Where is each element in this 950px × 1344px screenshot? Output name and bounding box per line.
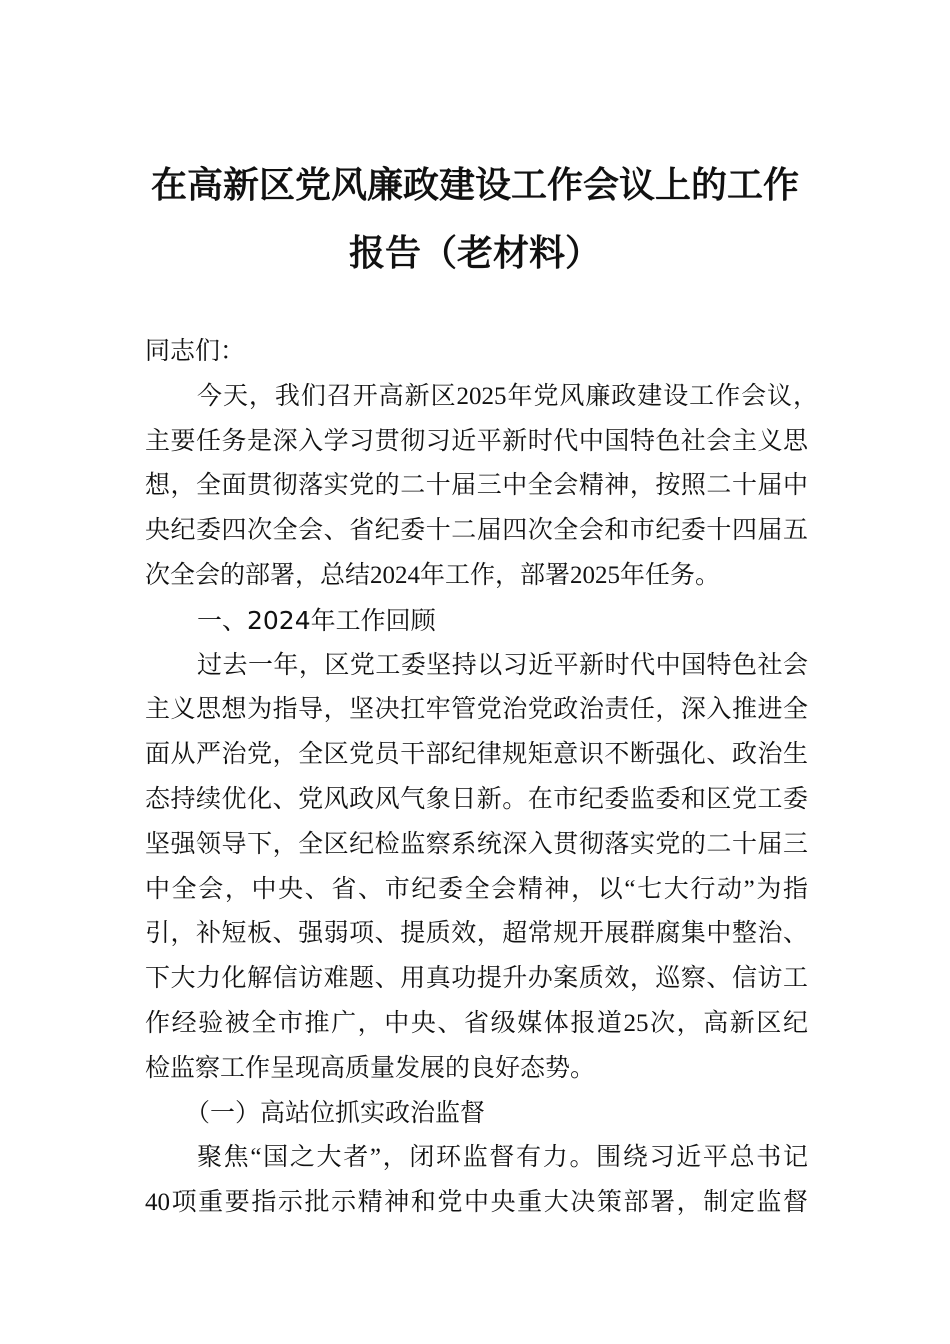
text-line: 央纪委四次全会、省纪委十二届四次全会和市纪委十四届五 <box>145 517 808 545</box>
paragraph-review <box>145 644 808 1092</box>
text-line: 坚强领导下，全区纪检监察系统深入贯彻落实党的二十届三 <box>145 830 808 858</box>
text-line: 态持续优化、党风政风气象日新。在市纪委监委和区党工委 <box>145 785 808 813</box>
text-line: 下大力化解信访难题、用真功提升办案质效，巡察、信访工 <box>145 965 808 993</box>
subsection-heading: （一）高站位抓实政治监督 <box>185 1099 486 1127</box>
text-line: 面从严治党，全区党员干部纪律规矩意识不断强化、政治生 <box>145 741 808 769</box>
text-line: 主义思想为指导，坚决扛牢管党治党政治责任，深入推进全 <box>145 696 808 724</box>
text-line: 中全会，中央、省、市纪委全会精神，以“七大行动”为指 <box>145 875 808 903</box>
text-line: 想，全面贯彻落实党的二十届三中全会精神，按照二十届中 <box>145 472 808 500</box>
text-line: 今天，我们召开高新区2025年党风廉政建设工作会议， <box>197 382 818 410</box>
paragraph-intro <box>145 375 818 599</box>
document-body <box>145 330 818 1226</box>
document-title-line-2: 报告（老材料） <box>348 232 601 274</box>
text-line: 作经验被全市推广，中央、省级媒体报道25次，高新区纪 <box>145 1009 808 1037</box>
paragraph-supervision <box>145 1136 808 1226</box>
text-line: 聚焦“国之大者”，闭环监督有力。围绕习近平总书记 <box>197 1144 808 1172</box>
salutation: 同志们： <box>145 338 246 365</box>
text-line: 40项重要指示批示精神和党中央重大决策部署，制定监督 <box>145 1189 808 1217</box>
text-line: 引，补短板、强弱项、提质效，超常规开展群腐集中整治、 <box>145 920 808 948</box>
document-title-line-1: 在高新区党风廉政建设工作会议上的工作 <box>150 164 799 206</box>
text-line: 检监察工作呈现高质量发展的良好态势。 <box>145 1054 596 1082</box>
text-line: 主要任务是深入学习贯彻习近平新时代中国特色社会主义思 <box>145 427 808 455</box>
text-line: 过去一年，区党工委坚持以习近平新时代中国特色社会 <box>197 651 808 679</box>
text-line: 次全会的部署，总结2024年工作，部署2025年任务。 <box>145 561 721 589</box>
section-heading: 一、2024年工作回顾 <box>197 605 436 635</box>
